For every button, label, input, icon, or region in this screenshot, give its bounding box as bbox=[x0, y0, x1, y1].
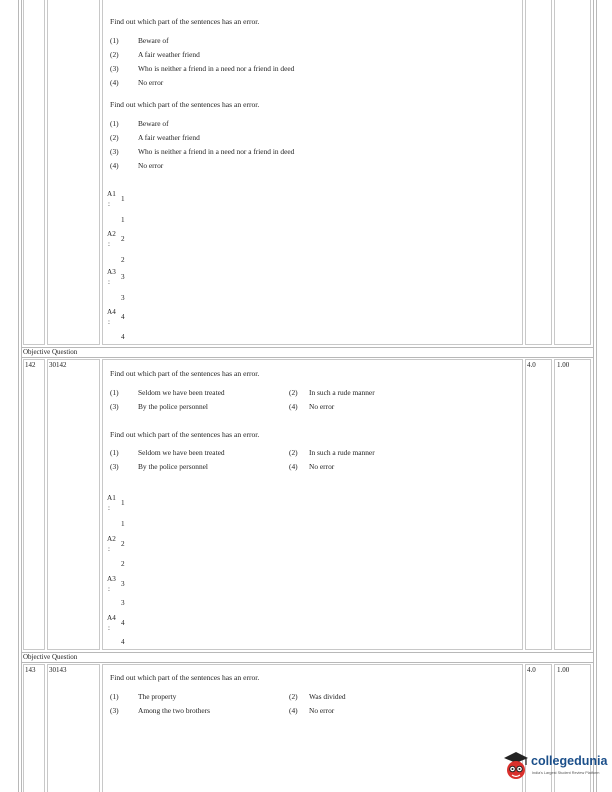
sno-cell-1 bbox=[23, 0, 45, 345]
question-prompt: Find out which part of the sentences has an error. bbox=[110, 673, 260, 682]
answer-colon: : bbox=[108, 624, 110, 632]
answer-label: A4 bbox=[107, 614, 116, 622]
option-text: Seldom we have been treated bbox=[138, 448, 225, 457]
option-number: (4) bbox=[289, 462, 298, 471]
option-number: (2) bbox=[110, 50, 119, 59]
answer-colon: : bbox=[108, 585, 110, 593]
option-number: (1) bbox=[110, 448, 119, 457]
table-left-border-inner bbox=[21, 0, 22, 792]
answer-colon: : bbox=[108, 240, 110, 248]
answer-value: 2 bbox=[121, 540, 125, 548]
answer-value: 3 bbox=[121, 273, 125, 281]
option-number: (1) bbox=[110, 692, 119, 701]
neg-cell-1 bbox=[554, 0, 591, 345]
answer-label: A2 bbox=[107, 535, 116, 543]
answer-value: 3 bbox=[121, 580, 125, 588]
answer-colon: : bbox=[108, 278, 110, 286]
answer-value: 4 bbox=[121, 313, 125, 321]
option-number: (4) bbox=[289, 402, 298, 411]
answer-label: A2 bbox=[107, 230, 116, 238]
row-divider bbox=[21, 652, 593, 653]
answer-value: 1 bbox=[121, 195, 125, 203]
option-text: Seldom we have been treated bbox=[138, 388, 225, 397]
option-number: (3) bbox=[110, 706, 119, 715]
option-text: No error bbox=[309, 706, 335, 715]
table-right-border-inner bbox=[593, 0, 594, 792]
serial-number: 143 bbox=[25, 666, 36, 674]
option-text: Beware of bbox=[138, 119, 169, 128]
option-number: (2) bbox=[289, 692, 298, 701]
row-divider bbox=[21, 347, 593, 348]
option-number: (1) bbox=[110, 36, 119, 45]
answer-value: 1 bbox=[121, 499, 125, 507]
question-cell-3 bbox=[102, 664, 523, 792]
option-number: (1) bbox=[110, 119, 119, 128]
option-text: A fair weather friend bbox=[138, 50, 200, 59]
table-left-border-outer bbox=[18, 0, 19, 792]
answer-label: A1 bbox=[107, 190, 116, 198]
option-text: Among the two brothers bbox=[138, 706, 211, 715]
option-number: (3) bbox=[110, 64, 119, 73]
sno-cell-2 bbox=[23, 359, 45, 650]
option-text: Beware of bbox=[138, 36, 169, 45]
answer-label: A4 bbox=[107, 308, 116, 316]
question-prompt: Find out which part of the sentences has an error. bbox=[110, 430, 260, 439]
option-number: (2) bbox=[289, 448, 298, 457]
answer-sub: 2 bbox=[121, 560, 125, 568]
table-right-border-outer bbox=[596, 0, 597, 792]
row-divider bbox=[21, 357, 593, 358]
option-text: No error bbox=[309, 402, 335, 411]
marks-cell-1 bbox=[525, 0, 552, 345]
option-text: Who is neither a friend in a need nor a friend in deed bbox=[138, 147, 295, 156]
qid-cell-2 bbox=[47, 359, 100, 650]
question-prompt: Find out which part of the sentences has an error. bbox=[110, 369, 260, 378]
option-text: Was divided bbox=[309, 692, 346, 701]
neg-cell-2 bbox=[554, 359, 591, 650]
answer-label: A1 bbox=[107, 494, 116, 502]
option-text: No error bbox=[309, 462, 335, 471]
option-text: No error bbox=[138, 161, 164, 170]
qid-cell-1 bbox=[47, 0, 100, 345]
option-number: (3) bbox=[110, 402, 119, 411]
answer-colon: : bbox=[108, 545, 110, 553]
answer-colon: : bbox=[108, 504, 110, 512]
row-divider bbox=[21, 662, 593, 663]
question-type-label: Objective Question bbox=[23, 653, 78, 661]
marks-value: 4.0 bbox=[527, 666, 536, 674]
graduate-mascot-icon bbox=[502, 750, 530, 782]
sno-cell-3 bbox=[23, 664, 45, 792]
answer-sub: 2 bbox=[121, 256, 125, 264]
question-type-label: Objective Question bbox=[23, 348, 78, 356]
negative-marks-value: 1.00 bbox=[557, 361, 570, 369]
option-text: By the police personnel bbox=[138, 462, 208, 471]
answer-colon: : bbox=[108, 200, 110, 208]
option-text: Who is neither a friend in a need nor a friend in deed bbox=[138, 64, 295, 73]
answer-sub: 1 bbox=[121, 216, 125, 224]
brand-tagline: India's Largest Student Review Platform bbox=[532, 771, 600, 775]
option-text: In such a rude manner bbox=[309, 388, 375, 397]
option-number: (4) bbox=[110, 161, 119, 170]
option-text: In such a rude manner bbox=[309, 448, 375, 457]
answer-sub: 3 bbox=[121, 599, 125, 607]
option-number: (4) bbox=[110, 78, 119, 87]
option-text: A fair weather friend bbox=[138, 133, 200, 142]
negative-marks-value: 1.00 bbox=[557, 666, 570, 674]
answer-colon: : bbox=[108, 318, 110, 326]
answer-label: A3 bbox=[107, 268, 116, 276]
marks-value: 4.0 bbox=[527, 361, 536, 369]
option-number: (2) bbox=[289, 388, 298, 397]
answer-sub: 4 bbox=[121, 333, 125, 341]
option-text: The property bbox=[138, 692, 177, 701]
answer-sub: 1 bbox=[121, 520, 125, 528]
option-text: By the police personnel bbox=[138, 402, 208, 411]
question-id: 30143 bbox=[49, 666, 67, 674]
answer-label: A3 bbox=[107, 575, 116, 583]
answer-sub: 3 bbox=[121, 294, 125, 302]
marks-cell-2 bbox=[525, 359, 552, 650]
question-prompt: Find out which part of the sentences has an error. bbox=[110, 17, 260, 26]
option-text: No error bbox=[138, 78, 164, 87]
serial-number: 142 bbox=[25, 361, 36, 369]
option-number: (3) bbox=[110, 147, 119, 156]
question-prompt: Find out which part of the sentences has an error. bbox=[110, 100, 260, 109]
option-number: (2) bbox=[110, 133, 119, 142]
answer-value: 2 bbox=[121, 235, 125, 243]
collegedunia-watermark bbox=[502, 748, 610, 788]
answer-value: 4 bbox=[121, 619, 125, 627]
brand-name: collegedunia bbox=[531, 754, 608, 768]
option-number: (3) bbox=[110, 462, 119, 471]
qid-cell-3 bbox=[47, 664, 100, 792]
option-number: (4) bbox=[289, 706, 298, 715]
option-number: (1) bbox=[110, 388, 119, 397]
answer-sub: 4 bbox=[121, 638, 125, 646]
question-id: 30142 bbox=[49, 361, 67, 369]
